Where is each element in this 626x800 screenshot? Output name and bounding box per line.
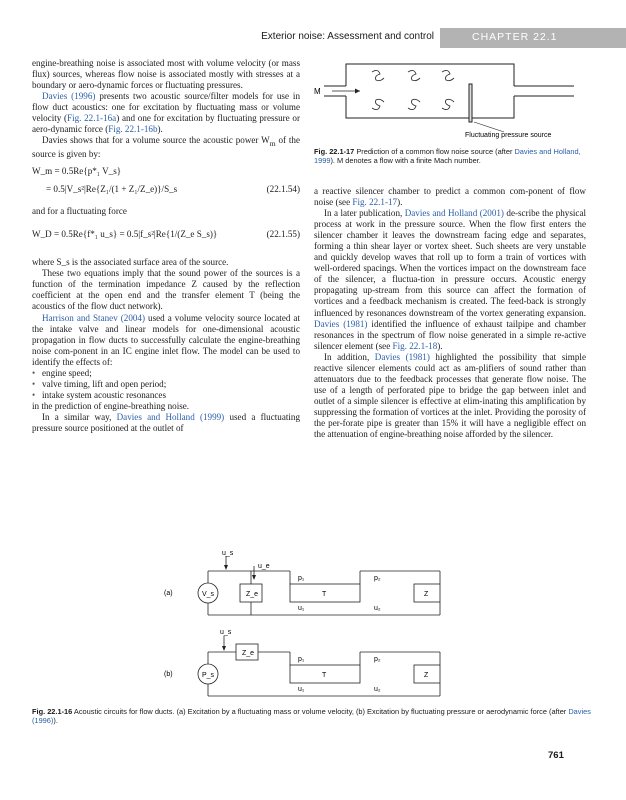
citation-link[interactable]: Davies (1981) — [374, 351, 430, 362]
paragraph: engine-breathing noise is associated most with volume velocity (or mass flux) sources, whereas flow noise is associated mostly with stresses at a boundary or aero-dynamic forces or fluctuating pressures. — [32, 58, 300, 91]
paragraph: These two equations imply that the sound power of the sources is a function of the termination impedance Z caused by the reflection coefficient at the open end and the transfer element T (being the acoustics of the flow duct network). — [32, 268, 300, 312]
chapter-tab: CHAPTER 22.1 — [440, 28, 626, 48]
label-p1: p₁ — [298, 575, 305, 582]
arrow-head-icon — [355, 89, 360, 94]
label-u2: u₂ — [374, 686, 381, 693]
source-label: Fluctuating pressure source — [465, 132, 552, 139]
paragraph: Harrison and Stanev (2004) used a volume velocity source located at the intake valve and linear models for one-dimensional acoustic propagation in flow ducts to successfully calculate the engine-breathing noise com-ponent in an IC engine inlet flow. The model can be used to identify the effects of: — [32, 312, 300, 367]
paragraph: and for a fluctuating force — [32, 206, 127, 217]
figure-link[interactable]: Fig. 22.1-17 — [352, 197, 398, 208]
left-column — [32, 58, 300, 434]
citation-link[interactable]: Davies (1996) — [42, 91, 96, 102]
label-u1: u₁ — [298, 686, 305, 693]
label-t: T — [322, 672, 327, 679]
paragraph: In addition, Davies (1981) highlighted the possibility that simple reactive silencer elements could act as am-plifiers of sound rather than attenuators due to the feedback processes that generate flow noise. The use of a length of perforated pipe to bridge the gap between inlet and outlet of a simple silencer is effective at elim-inating this amplification by suppressing the formation of vortices at the inlet. Providing the porosity of the per-forate pipe is greater than 15% it will have a negligible effect on the attenuation of engine-breathing noise afforded by the silencer. — [314, 351, 586, 440]
label-ze: Z_e — [242, 650, 255, 657]
citation-link[interactable]: Harrison and Stanev (2004) — [42, 312, 146, 323]
citation-link[interactable]: Davies (1996) — [32, 707, 591, 725]
paragraph: Davies shows that for a volume source the acoustic power $W_m$ of the source is given by: — [32, 135, 301, 160]
label-vs: V_s — [202, 591, 215, 598]
paragraph: In a later publication, Davies and Holland (2001) de-scribe the physical process at work in the pressure source. When the flow first enters the silencer chamber it leaves the downstream facing edge and separates, forming a thin shear layer or vortex sheet. Such sheets are very unstable and quickly develop waves that roll up to form a train of vortices with well-ordered spacings. When the vortices impact on the downstream face of the silencer, a fluctua-tion in pressure occurs. Acoustic energy propagating up-stream from this source can affect the formation of vortices and a feedback mechanism is created. The feed-back is strongly influenced by resonances downstream of the vortex generating expansion. Davies (1981) identified the influence of exhaust tailpipe and chamber resonances in the spectrum of flow noise generated in a simple re-active silencer element (see Fig. 22.1-18). — [314, 208, 587, 351]
figure-link[interactable]: Fig. 22.1-16b — [108, 124, 158, 135]
arrow-head-icon — [252, 575, 256, 580]
label-p1: p₁ — [298, 656, 305, 663]
figure-22-1-16 — [150, 548, 450, 706]
paragraph: where S_s is the associated surface area of the source. — [32, 257, 229, 268]
paragraph: In a similar way, Davies and Holland (1999) used a fluctuating pressure source positioned at the outlet of — [32, 411, 300, 433]
citation-link[interactable]: Davies and Holland (1999) — [116, 411, 225, 422]
circuit-tag: (b) — [164, 671, 173, 678]
silencer-diagram — [314, 58, 586, 146]
list-item: • engine speed; — [32, 368, 300, 379]
paragraph: a reactive silencer chamber to predict a common com-ponent of flow noise (see Fig. 22.1-17). — [314, 186, 586, 208]
figure-link[interactable]: Fig. 22.1-16a — [67, 113, 117, 124]
label-ze: Z_e — [246, 591, 259, 598]
arrow-head-icon — [224, 565, 228, 570]
effects-list — [32, 368, 300, 401]
leader-line — [474, 122, 504, 132]
label-t: T — [322, 591, 327, 598]
equation-22-1-55: W_D = 0.5Re{f*₁ u_s} = 0.5|f_s²|Re{1/(Z_e S_s)} (22.1.55) — [32, 229, 300, 240]
circuit-b — [198, 636, 440, 696]
figure-caption-22-1-17: Fig. 22.1-17 Prediction of a common flow noise source (after Davies and Holland, 1999). M denotes a flow with a finite Mach number. — [314, 147, 581, 165]
figure-link[interactable]: Fig. 22.1-18 — [392, 340, 438, 351]
label-ue: u_e — [258, 563, 270, 570]
equation-22-1-54: = 0.5|V_s²|Re{Z₁/(1 + Z₁/Z_e)}/S_s (22.1.54) — [46, 184, 300, 195]
paragraph: in the prediction of engine-breathing noise. — [32, 400, 190, 411]
circuit-a — [198, 556, 440, 615]
figure-caption-22-1-16: Fig. 22.1-16 Acoustic circuits for flow ducts. (a) Excitation by a fluctuating mass or volume velocity, (b) Excitation by fluctuating pressure or aerodynamic force (after Davies (1996)). — [32, 707, 591, 725]
label-ps: P_s — [202, 672, 215, 679]
equation-22-1-54-line1: W_m = 0.5Re{p*₁ V_s} — [32, 166, 122, 177]
paragraph: Davies (1996) presents two acoustic source/filter models for use in flow duct acoustics: one for excitation by fluctuating mass or volume velocity (Fig. 22.1-16a) and one for excitation by fluctuating pressure or aero-dynamic force (Fig. 22.1-16b). — [32, 91, 300, 135]
vortex-icons — [372, 70, 454, 109]
right-column — [314, 186, 586, 440]
circuit-tag: (a) — [164, 590, 173, 597]
page-number: 761 — [548, 750, 564, 761]
label-z: Z — [424, 591, 429, 598]
acoustic-circuits — [150, 548, 450, 706]
label-z: Z — [424, 672, 429, 679]
label-p2: p₂ — [374, 656, 381, 663]
mach-label: M — [314, 87, 321, 96]
label-p2: p₂ — [374, 575, 381, 582]
citation-link[interactable]: Davies and Holland (2001) — [404, 208, 504, 219]
citation-link[interactable]: Davies and Holland, 1999 — [314, 147, 581, 165]
citation-link[interactable]: Davies (1981) — [314, 318, 368, 329]
label-u2: u₂ — [374, 605, 381, 612]
list-item: • intake system acoustic resonances — [32, 390, 300, 401]
running-header — [0, 28, 626, 48]
figure-22-1-17 — [314, 58, 586, 146]
header-title: Exterior noise: Assessment and control — [261, 31, 434, 42]
label-us: u_s — [222, 550, 234, 557]
label-u1: u₁ — [298, 605, 305, 612]
label-us: u_s — [220, 629, 232, 636]
arrow-head-icon — [222, 646, 226, 651]
list-item: • valve timing, lift and open period; — [32, 379, 300, 390]
